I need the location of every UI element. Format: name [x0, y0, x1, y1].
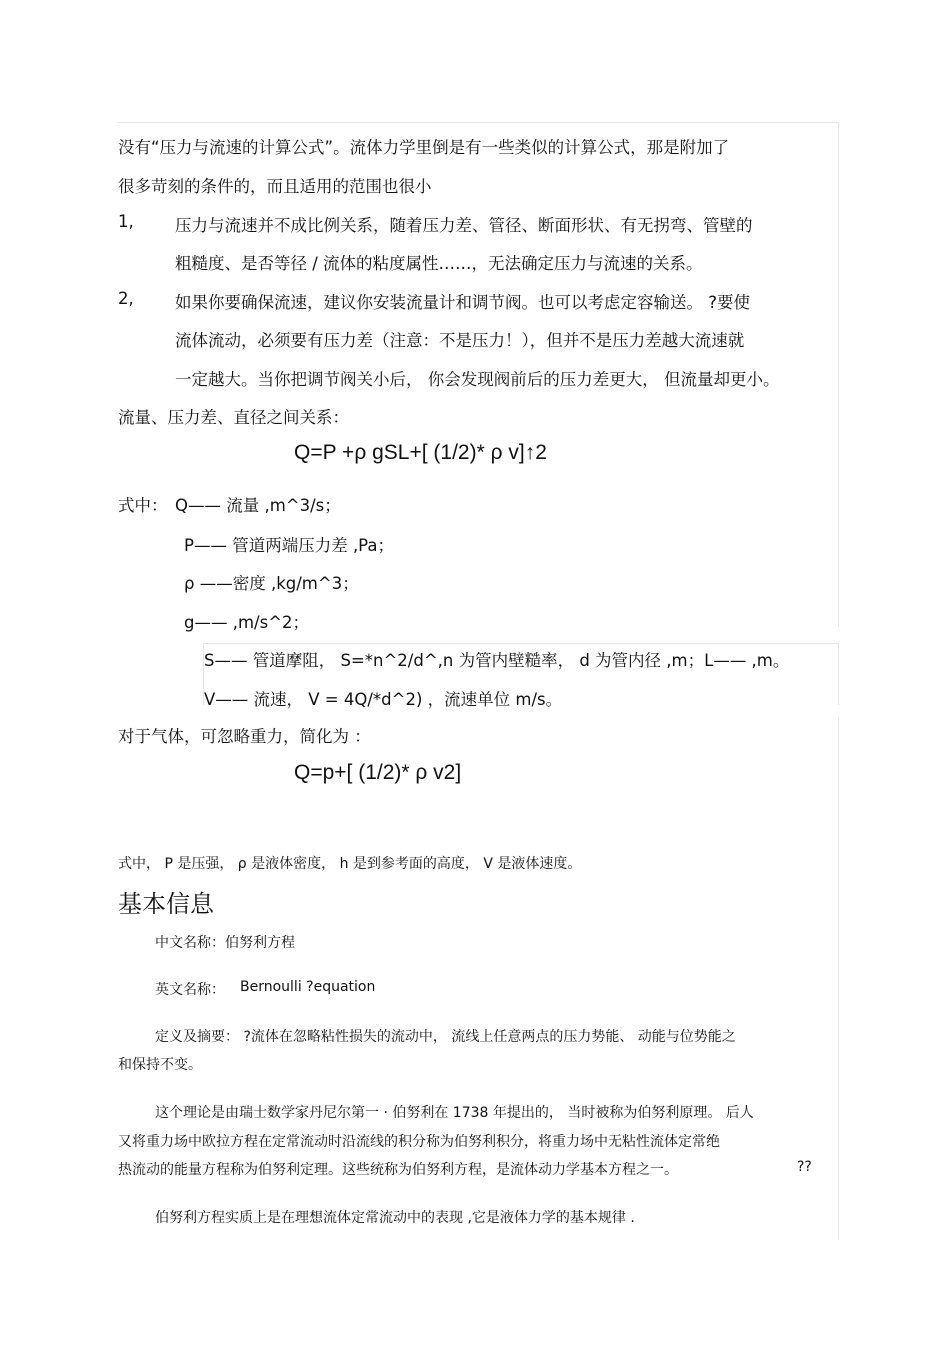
- table-border-mid: [203, 643, 838, 644]
- def-p: P—— 管道两端压力差 ,Pa；: [184, 536, 395, 555]
- item-2-line-1: 如果你要确保流速，建议你安装流量计和调节阀。也可以考虑定容输送。 ?要使: [175, 293, 751, 312]
- def-s: S—— 管道摩阻， S=*n^2/d^,n 为管内壁糙率， d 为管内径 ,m；L—— ,m。: [204, 651, 790, 670]
- table-border-right-mid: [838, 643, 839, 705]
- defs-prefix: 式中：: [118, 496, 168, 515]
- item-2-line-3: 一定越大。当你把调节阀关小后， 你会发现阀前后的压力差更大， 但流量却更小。: [175, 370, 780, 389]
- definition-line-2: 和保持不变。: [118, 1057, 202, 1073]
- gas-text: 对于气体，可忽略重力，简化为 ：: [118, 727, 371, 746]
- def-g: g—— ,m/s^2；: [184, 613, 310, 632]
- history-line-1: 这个理论是由瑞士数学家丹尼尔第一 · 伯努利在 1738 年提出的， 当时被称为伯努利原理。 后人: [155, 1105, 754, 1121]
- essence-line: 伯努利方程实质上是在理想流体定常流动中的表现 ,它是液体力学的基本规律 .: [155, 1210, 635, 1226]
- item-2-number: 2,: [118, 289, 134, 308]
- history-line-3: 热流动的能量方程称为伯努利定理。这些统称为伯努利方程，是流体动力学基本方程之一。: [118, 1162, 678, 1178]
- note-line: 式中， P 是压强， ρ 是液体密度， h 是到参考面的高度， V 是液体速度。: [118, 856, 582, 872]
- table-border-right-upper: [838, 122, 839, 627]
- table-border-top: [118, 122, 838, 123]
- def-rho: ρ ——密度 ,kg/m^3；: [184, 574, 359, 593]
- history-qq: ??: [797, 1159, 812, 1175]
- intro-line-1: 没有“压力与流速的计算公式”。流体力学里倒是有一些类似的计算公式，那是附加了: [118, 138, 730, 157]
- formula-2: Q=p+[ (1/2)* ρ v2]: [294, 761, 462, 784]
- cn-name: 中文名称：伯努利方程: [155, 935, 295, 951]
- relation-title: 流量、压力差、直径之间关系：: [118, 408, 349, 427]
- en-name-label: 英文名称：: [155, 982, 225, 998]
- definition-line-1: 定义及摘要： ?流体在忽略粘性损失的流动中， 流线上任意两点的压力势能、 动能与位势能之: [155, 1029, 736, 1045]
- table-border-right-lower: [838, 718, 839, 1240]
- def-v: V—— 流速， V = 4Q/*d^2) ，流速单位 m/s。: [204, 690, 563, 709]
- en-name-value: Bernoulli ?equation: [240, 979, 376, 995]
- item-1-line-1: 压力与流速并不成比例关系，随着压力差、管径、断面形状、有无拐弯、管壁的: [175, 216, 753, 235]
- formula-1: Q=P +ρ gSL+[ (1/2)* ρ v]↑2: [294, 441, 547, 464]
- intro-line-2: 很多苛刻的条件的，而且适用的范围也很小: [118, 177, 432, 196]
- basic-info-heading: 基本信息: [118, 890, 214, 918]
- def-q: Q—— 流量 ,m^3/s；: [175, 496, 341, 515]
- item-1-number: 1,: [118, 212, 134, 231]
- history-line-2: 又将重力场中欧拉方程在定常流动时沿流线的积分称为伯努利积分，将重力场中无粘性流体定常绝: [118, 1134, 720, 1150]
- item-1-line-2: 粗糙度、是否等径 / 流体的粘度属性……，无法确定压力与流速的关系。: [175, 254, 703, 273]
- item-2-line-2: 流体流动，必须要有压力差（注意：不是压力！），但并不是压力差越大流速就: [175, 331, 745, 350]
